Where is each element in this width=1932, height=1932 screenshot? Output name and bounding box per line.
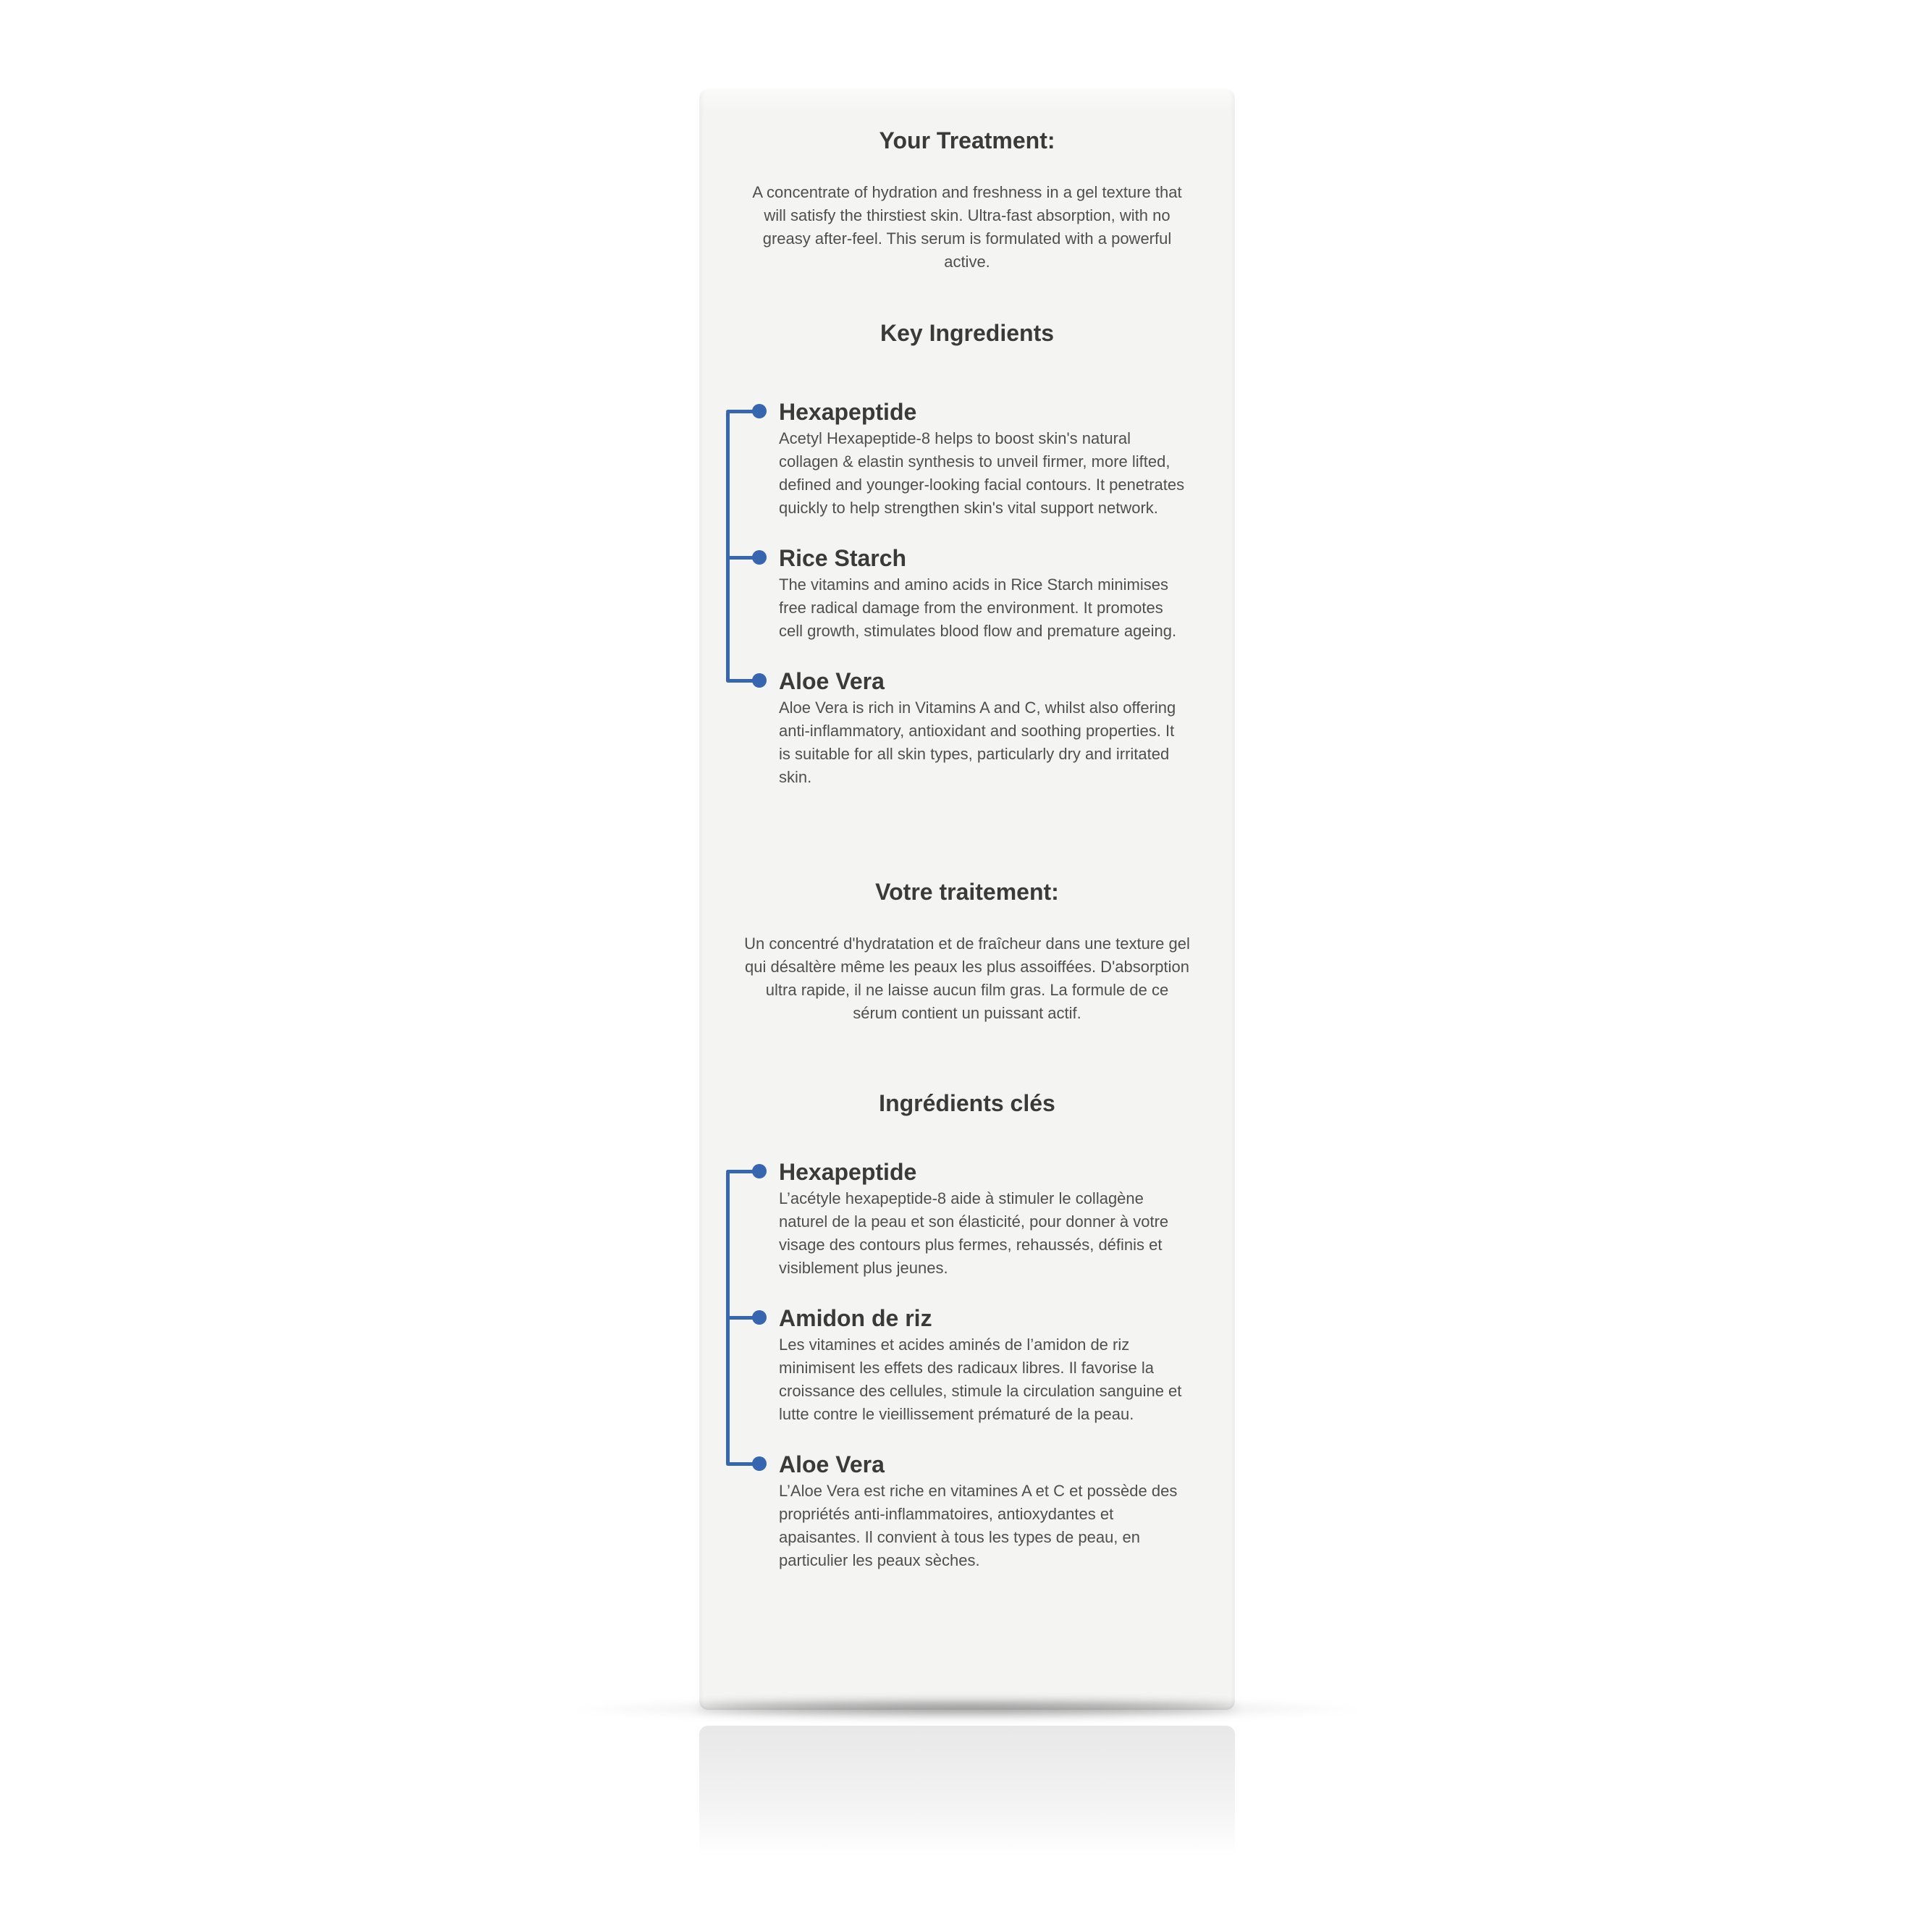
fr-key-ingredients-heading: Ingrédients clés	[879, 1090, 1055, 1116]
ingredient-name: Hexapeptide	[779, 1159, 917, 1185]
en-ingredient-list	[699, 399, 1235, 814]
en-ingredient-item-rice-starch	[699, 545, 1235, 668]
bullet-dot-icon	[752, 1456, 767, 1471]
en-ingredient-item-aloe-vera	[699, 668, 1235, 814]
fr-ingredient-item-aloe-vera	[699, 1451, 1235, 1598]
ingredient-description: L’acétyle hexapeptide-8 aide à stimuler le collagène naturel de la peau et son élasticité, pour donner à votre visage des contours plus fermes, rehaussés, définis et visiblement plus jeunes.	[779, 1189, 1169, 1277]
bullet-dot-icon	[752, 550, 767, 565]
connector-line	[726, 1171, 730, 1305]
bullet-dot-icon	[752, 1164, 767, 1178]
connector-line	[726, 1305, 730, 1451]
ingredient-name: Hexapeptide	[779, 399, 917, 425]
connector-stub	[726, 556, 755, 560]
ingredient-name: Aloe Vera	[779, 668, 885, 694]
connector-stub	[726, 1316, 755, 1320]
bullet-dot-icon	[752, 673, 767, 688]
en-ingredient-item-hexapeptide	[699, 399, 1235, 545]
fr-ingredient-item-hexapeptide	[699, 1159, 1235, 1305]
en-treatment-body: A concentrate of hydration and freshness in a gel texture that will satisfy the thirstiest skin. Ultra-fast absorption, with no greasy after-feel. This serum is formulated with a powerful active.	[752, 183, 1182, 271]
fr-treatment-body: Un concentré d'hydratation et de fraîcheur dans une texture gel qui désaltère même les peaux les plus assoiffées. D'absorption ultra rapide, il ne laisse aucun film gras. La formule de ce sérum contient un puissant actif.	[744, 935, 1190, 1022]
ingredient-description: Aloe Vera is rich in Vitamins A and C, whilst also offering anti-inflammatory, antioxidant and soothing properties. It is suitable for all skin types, particularly dry and irritated skin.	[779, 699, 1176, 786]
fr-ingredient-list	[699, 1159, 1235, 1598]
connector-line	[726, 545, 730, 668]
product-box-back-panel	[699, 88, 1235, 1710]
ingredient-description: L’Aloe Vera est riche en vitamines A et C et possède des propriétés anti-inflammatoires, antioxydantes et apaisantes. Il convient à tous les types de peau, en particulier les peaux sèches.	[779, 1482, 1178, 1569]
ingredient-description: The vitamins and amino acids in Rice Starch minimises free radical damage from the environment. It promotes cell growth, stimulates blood flow and premature ageing.	[779, 575, 1177, 640]
en-key-ingredients-heading: Key Ingredients	[879, 320, 1055, 346]
en-treatment-heading: Your Treatment:	[879, 127, 1055, 153]
ingredient-name: Aloe Vera	[779, 1451, 885, 1477]
box-floor-reflection	[699, 1726, 1235, 1857]
box-contact-shadow	[696, 1703, 1238, 1713]
fr-ingredient-item-amidon-de-riz	[699, 1305, 1235, 1451]
fr-treatment-heading: Votre traitement:	[875, 879, 1059, 905]
ingredient-name: Rice Starch	[779, 545, 907, 571]
connector-stub	[726, 1462, 755, 1466]
ingredient-description: Les vitamines et acides aminés de l’amidon de riz minimisent les effets des radicaux libres. Il favorise la croissance des cellules, stimule la circulation sanguine et lutte contre le vieillissement prématuré de la peau.	[779, 1336, 1182, 1423]
bullet-dot-icon	[752, 1310, 767, 1325]
ingredient-name: Amidon de riz	[779, 1305, 932, 1331]
connector-stub	[726, 410, 755, 413]
ingredient-description: Acetyl Hexapeptide-8 helps to boost skin's natural collagen & elastin synthesis to unveil firmer, more lifted, defined and younger-looking facial contours. It penetrates quickly to help strengthen skin's vital support network.	[779, 429, 1185, 517]
connector-stub	[726, 1170, 755, 1173]
connector-line	[726, 411, 730, 545]
bullet-dot-icon	[752, 404, 767, 418]
connector-stub	[726, 679, 755, 683]
